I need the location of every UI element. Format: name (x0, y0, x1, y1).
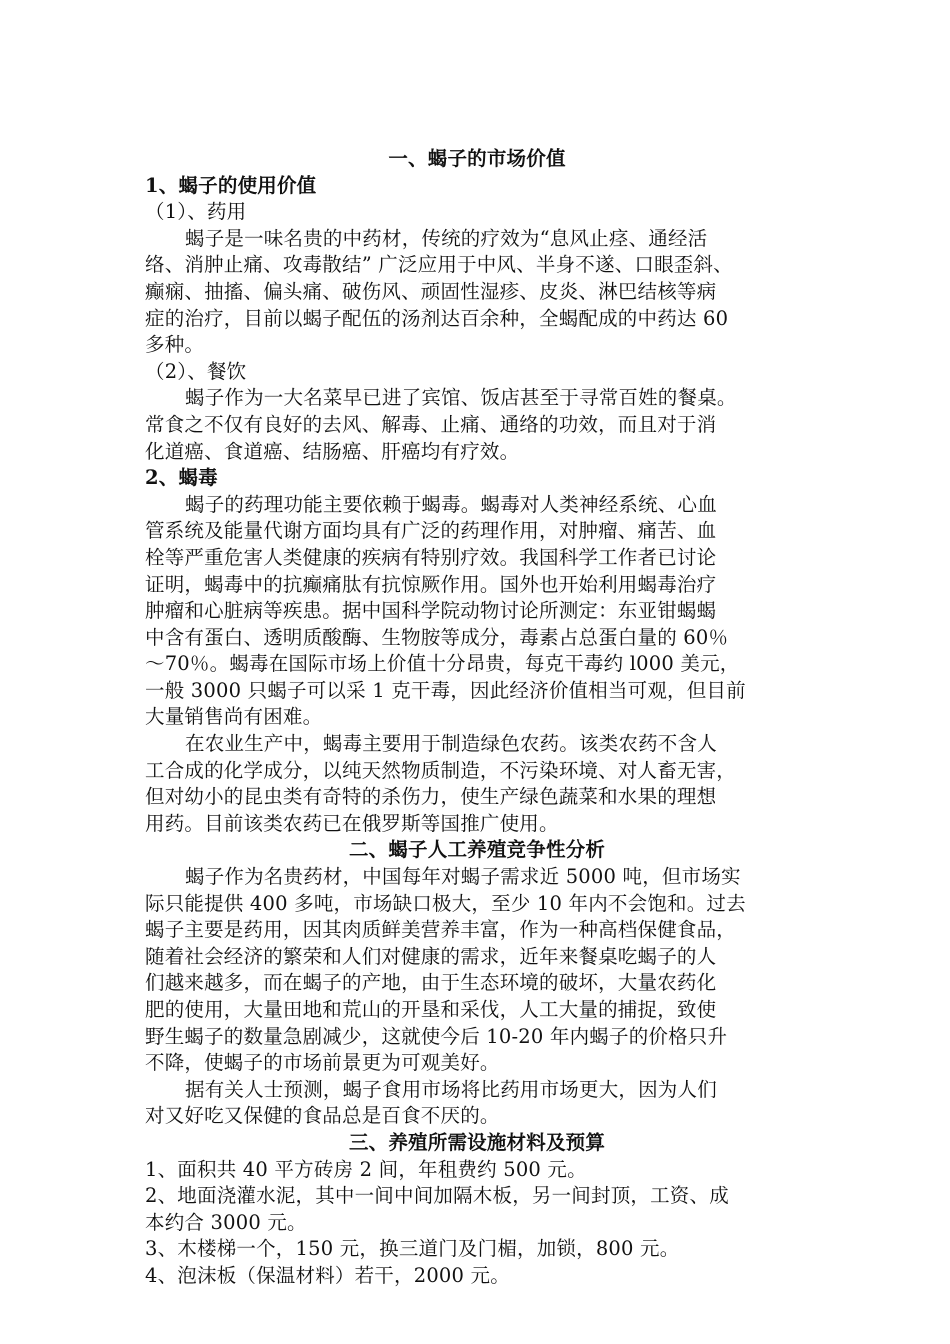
paragraph-line: 际只能提供 400 多吨，市场缺口极大，至少 10 年内不会饱和。过去 (145, 891, 746, 915)
paragraph-line: 在农业生产中，蝎毒主要用于制造绿色农药。该类农药不含人 (185, 732, 717, 756)
paragraph-line: 野生蝎子的数量急剧减少，这就使今后 10-20 年内蝎子的价格只升 (145, 1024, 728, 1048)
paragraph-line: 常食之不仅有良好的去风、解毒、止痛、通络的功效，而且对于消 (145, 412, 717, 436)
paragraph-line: 对又好吃又保健的食品总是百食不厌的。 (145, 1104, 500, 1128)
document-page (145, 146, 809, 1290)
paragraph-line: 癫痫、抽搐、偏头痛、破伤风、顽固性湿疹、皮炎、淋巴结核等病 (145, 279, 717, 303)
paragraph-line: 蝎子作为名贵药材，中国每年对蝎子需求近 5000 吨，但市场实 (185, 865, 741, 889)
paragraph-line: 中含有蛋白、透明质酸酶、生物胺等成分，毒素占总蛋白量的 60％ (145, 625, 729, 649)
budget-item: 1、面积共 40 平方砖房 2 间，年租费约 500 元。 (145, 1157, 587, 1181)
paragraph-line: 多种。 (145, 333, 205, 357)
section-title-3: 三、养殖所需设施材料及预算 (348, 1130, 606, 1154)
budget-item: 2、地面浇灌水泥，其中一间中间加隔木板，另一间封顶，工资、成 (145, 1184, 729, 1208)
paragraph-line: 大量销售尚有困难。 (145, 705, 323, 729)
paragraph-line: 肥的使用，大量田地和荒山的开垦和采伐，人工大量的捕捉，致使 (145, 998, 717, 1021)
paragraph-line: 蝎子是一味名贵的中药材，传统的疗效为“息风止痉、通经活 (185, 226, 708, 250)
paragraph-line: 一般 3000 只蝎子可以采 1 克干毒，因此经济价值相当可观，但目前 (145, 678, 746, 702)
section-title-2: 二、蝎子人工养殖竞争性分析 (348, 838, 606, 862)
paragraph-line: 们越来越多，而在蝎子的产地，由于生态环境的破坏，大量农药化 (145, 971, 717, 995)
paragraph-line: 管系统及能量代谢方面均具有广泛的药理作用，对肿瘤、痛苦、血 (145, 519, 717, 543)
paragraph-line: 络、消肿止痛、攻毒散结” 广泛应用于中风、半身不遂、口眼歪斜、 (145, 253, 733, 277)
paragraph-line: 栓等严重危害人类健康的疾病有特别疗效。我国科学工作者已讨论 (145, 545, 717, 569)
paragraph-line: 化道癌、食道癌、结肠癌、肝癌均有疗效。 (145, 439, 520, 463)
budget-item: 4、泡沫板（保温材料）若干，2000 元。 (145, 1263, 510, 1287)
paragraph-line: 工合成的化学成分，以纯天然物质制造，不污染环境、对人畜无害， (145, 758, 737, 782)
item-heading: （1）、药用 (145, 200, 247, 224)
paragraph-line: 症的治疗，目前以蝎子配伍的汤剂达百余种，全蝎配成的中药达 60 (145, 306, 729, 330)
item-heading: （2）、餐饮 (145, 359, 247, 383)
paragraph-line: ～70％。蝎毒在国际市场上价值十分昂贵，每克干毒约 l000 美元， (145, 652, 740, 676)
paragraph-line: 蝎子的药理功能主要依赖于蝎毒。蝎毒对人类神经系统、心血 (185, 492, 717, 516)
section-title-1: 一、蝎子的市场价值 (388, 147, 566, 170)
paragraph-line: 随着社会经济的繁荣和人们对健康的需求，近年来餐桌吃蝎子的人 (145, 944, 717, 968)
budget-item: 本约合 3000 元。 (145, 1210, 307, 1234)
budget-item: 3、木楼梯一个，150 元，换三道门及门楣，加锁，800 元。 (145, 1237, 680, 1261)
paragraph-line: 肿瘤和心脏病等疾患。据中国科学院动物讨论所测定：东亚钳蝎蝎 (145, 599, 717, 623)
paragraph-line: 但对幼小的昆虫类有奇特的杀伤力，使生产绿色蔬菜和水果的理想 (145, 785, 717, 809)
paragraph-line: 用药。目前该类农药已在俄罗斯等国推广使用。 (145, 811, 559, 835)
paragraph-line: 蝎子主要是药用，因其肉质鲜美营养丰富，作为一种高档保健食品， (145, 918, 737, 942)
paragraph-line: 不降，使蝎子的市场前景更为可观美好。 (145, 1051, 500, 1075)
paragraph-line: 据有关人士预测，蝎子食用市场将比药用市场更大，因为人们 (185, 1077, 717, 1101)
paragraph-line: 蝎子作为一大名菜早已进了宾馆、饭店甚至于寻常百姓的餐桌。 (185, 386, 737, 410)
subsection-heading: 1、蝎子的使用价值 (145, 173, 317, 197)
paragraph-line: 证明，蝎毒中的抗癫痛肽有抗惊厥作用。国外也开始利用蝎毒治疗 (145, 572, 717, 596)
subsection-heading: 2、蝎毒 (145, 466, 218, 490)
